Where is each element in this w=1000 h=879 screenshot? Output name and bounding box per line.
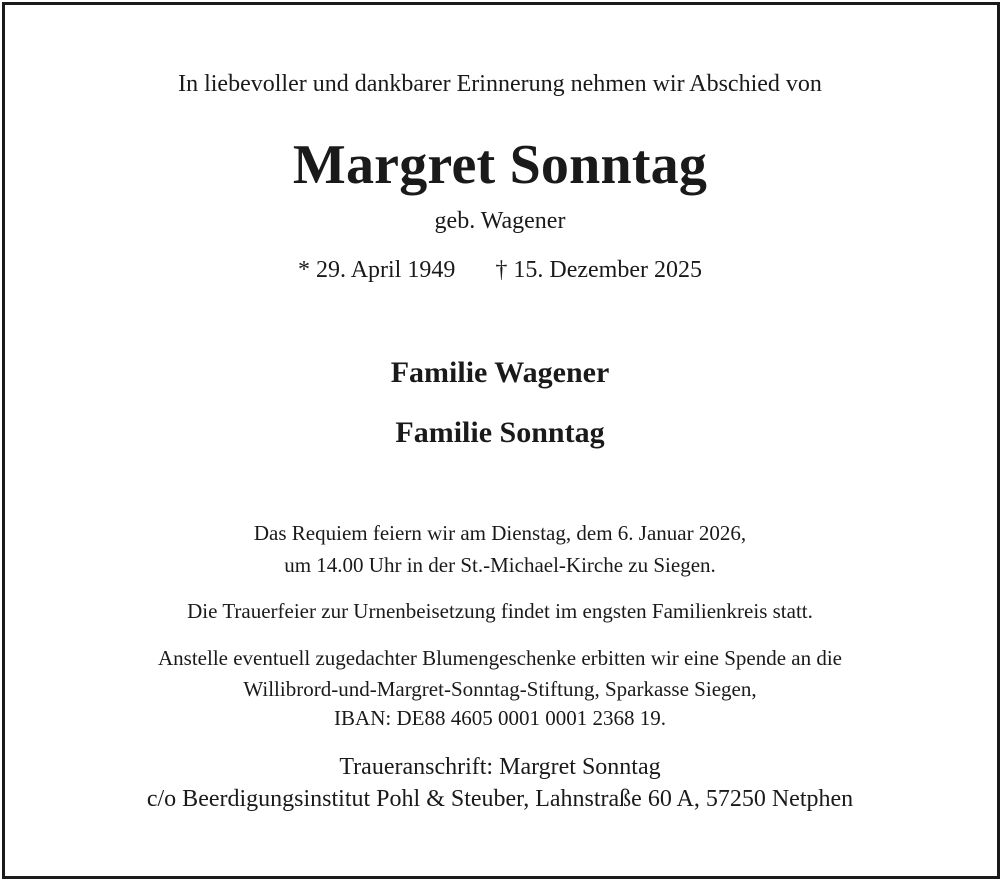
birth-date: * 29. April 1949 (298, 257, 456, 283)
mourner-family: Familie Sonntag (395, 416, 605, 449)
death-date: † 15. Dezember 2025 (495, 257, 702, 283)
life-dates (0, 258, 1000, 282)
intro-text: In liebevoller und dankbarer Erinnerung nehmen wir Abschied von (178, 71, 822, 97)
requiem-line: Das Requiem feiern wir am Dienstag, dem 6. Januar 2026, (253, 521, 747, 545)
donation-iban: IBAN: DE88 4605 0001 0001 2368 19. (334, 706, 666, 730)
deceased-name: Margret Sonntag (292, 134, 708, 196)
mourner-family: Familie Wagener (390, 356, 610, 389)
address-line: c/o Beerdigungsinstitut Pohl & Steuber, Lahnstraße 60 A, 57250 Netphen (146, 786, 854, 812)
funeral-note: Die Trauerfeier zur Urnenbeisetzung findet im engsten Familienkreis statt. (187, 599, 813, 623)
address-line: Traueranschrift: Margret Sonntag (339, 754, 661, 780)
requiem-line: um 14.00 Uhr in der St.-Michael-Kirche zu Siegen. (284, 553, 716, 577)
birth-name: geb. Wagener (434, 208, 566, 234)
donation-line: Anstelle eventuell zugedachter Blumengeschenke erbitten wir eine Spende an die (158, 646, 842, 670)
donation-line: Willibrord-und-Margret-Sonntag-Stiftung, Sparkasse Siegen, (243, 677, 757, 701)
